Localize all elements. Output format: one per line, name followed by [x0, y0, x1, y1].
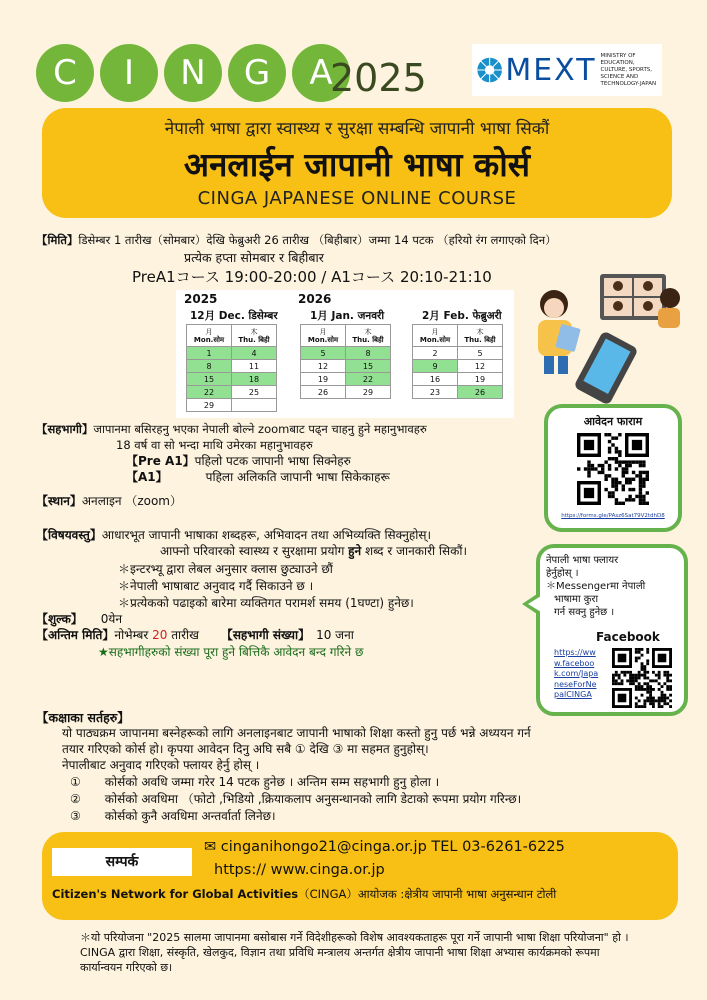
calendar-year-2026: 2026 [298, 292, 332, 306]
cinga-logo [36, 44, 350, 102]
calendar-class-day: 9 [413, 360, 458, 373]
conditions-p1: यो पाठ्यक्रम जापानमा बस्नेहरूको लागि अनलाइनबाट जापानी भाषाको शिक्षा कस्तो हुनु पर्छ भन्ने अध्ययन गर्न [62, 726, 531, 740]
calendar-class-day: 4 [232, 347, 277, 360]
mext-logo [472, 44, 662, 96]
contact-email-tel[interactable]: ✉ cinganihongo21@cinga.or.jp TEL 03-6261-6225 [204, 839, 565, 855]
calendar-class-day: 26 [458, 386, 503, 399]
online-class-illustration [530, 268, 690, 408]
content-bullet-1: ＊इन्टरभ्यू द्वारा लेबल अनुसार क्लास छुट्याउने छौं [118, 562, 333, 576]
calendar-day: 29 [187, 399, 232, 412]
content-line-2: आफ्नो परिवारको स्वास्थ्य र सुरक्षामा प्रयोग हुने शब्द र जानकारी सिकौं। [160, 544, 468, 558]
condition-item-2: ② कोर्सको अवधिमा （फोटो ,भिडियो ,क्रियाकलाप अनुसन्धानको लागि डेटाको रूपमा प्रयोग गरिन्छ। [70, 792, 522, 806]
calendar-header-cell: 月 Mon.सोम [301, 325, 346, 347]
calendar-class-day: 15 [187, 373, 232, 386]
bubble-line-5: गर्न सक्नु हुनेछ । [554, 607, 615, 618]
participants-line-1: 【सहभागी】जापानमा बसिरहनु भएका नेपाली बोल्ने zoomबाट पढ्न चाहनु हुने महानुभावहरु [36, 422, 427, 436]
bubble-line-1: नेपाली भाषा फ्लायर [546, 555, 619, 566]
participants-a1: 【A1】 पहिला अलिकति जापानी भाषा सिकेकाहरू [126, 470, 390, 484]
contact-label: सम्पर्क [52, 848, 192, 876]
calendar-day: 19 [301, 373, 346, 386]
month-title-dec: 12月 Dec. डिसेम्बर [190, 310, 278, 322]
calendar-day: 23 [413, 386, 458, 399]
banner-english-title: CINGA JAPANESE ONLINE COURSE [197, 188, 517, 209]
contact-website[interactable]: https:// www.cinga.or.jp [214, 862, 385, 878]
year-label: 2025 [330, 56, 427, 100]
conditions-label: 【कक्षाका सर्तहरु】 [36, 710, 130, 725]
month-title-feb: 2月 Feb. फेब्रुअरी [422, 310, 502, 322]
participants-prea1: 【Pre A1】पहिलो पटक जापानी भाषा सिक्नेहरु [126, 454, 351, 468]
content-bullet-2: ＊नेपाली भाषाबाट अनुवाद गर्दै सिकाउने छ । [118, 579, 314, 593]
facebook-qr-code-icon[interactable] [612, 648, 672, 708]
place-line: 【स्थान】अनलाइन （zoom） [36, 494, 182, 508]
logo-letter-a: A [292, 44, 350, 102]
calendar-table [412, 324, 503, 399]
bubble-line-2: हेर्नुहोस् । [546, 568, 579, 579]
form-qr-code-icon[interactable] [577, 433, 649, 505]
calendar-table [300, 324, 391, 399]
calendar-class-day: 18 [232, 373, 277, 386]
calendar-header-cell: 木 Thu. बिही [232, 325, 277, 347]
month-table-jan [300, 324, 391, 399]
calendar-class-day: 22 [187, 386, 232, 399]
facebook-bubble [536, 544, 688, 716]
facebook-title: Facebook [596, 630, 660, 644]
content-line-1: 【विषयवस्तु】आधारभूत जापानी भाषाका शब्दहरू, अभिवादन तथा अभिव्यक्ति सिक्नुहोस्। [36, 528, 432, 542]
banner-title: अनलाईन जापानी भाषा कोर्स [183, 145, 531, 184]
calendar-header-cell: 木 Thu. बिही [346, 325, 391, 347]
fee-line: 【शुल्क】 0येन [36, 612, 123, 626]
times-line: PreA1コース 19:00-20:00 / A1コース 20:10-21:10 [132, 268, 492, 286]
calendar-day: 29 [346, 386, 391, 399]
calendar-day: 12 [301, 360, 346, 373]
calendar-day: 19 [458, 373, 503, 386]
calendar-class-day: 15 [346, 360, 391, 373]
logo-letter-n: N [164, 44, 222, 102]
calendar-day [232, 399, 277, 412]
logo-letter-g: G [228, 44, 286, 102]
form-title: आवेदन फाराम [583, 415, 643, 428]
conditions-p2: तयार गरिएको कोर्स हो। कृपया आवेदन दिनु अघि सबै ① देखि ③ मा सहमत हुनुहोस्। [62, 742, 429, 756]
calendar-day: 5 [458, 347, 503, 360]
calendar-day: 11 [232, 360, 277, 373]
content-bullet-3: ＊प्रत्येकको पढाइको बारेमा व्यक्तिगत परामर्श समय (1घण्टा) हुनेछ। [118, 596, 414, 610]
calendar-header-cell: 木 Thu. बिही [458, 325, 503, 347]
calendar-class-day: 8 [187, 360, 232, 373]
calendar-day: 25 [232, 386, 277, 399]
condition-item-3: ③ कोर्सको कुनै अवधिमा अन्तर्वार्ता लिनेछ। [70, 809, 276, 823]
calendar-day: 16 [413, 373, 458, 386]
application-form-card[interactable] [544, 404, 682, 532]
month-table-feb [412, 324, 503, 399]
calendar-header-cell: 月 Mon.सोम [413, 325, 458, 347]
conditions-p3: नेपालीबाट अनुवाद गरिएको फ्लायर हेर्नु होस् । [62, 758, 260, 772]
calendar-class-day: 8 [346, 347, 391, 360]
date-line: 【मिति】डिसेम्बर 1 तारीख（सोमबार）देखि फेब्रुअरी 26 तारीख （बिहीबार）जम्मा 14 पटक （हरियो रंग लगाएको दिन） [36, 233, 557, 247]
deadline-line: 【अन्तिम मिति】नोभेम्बर 20 तारीख 【सहभागी संख्या】 10 जना [36, 628, 354, 642]
calendar-table [186, 324, 277, 412]
calendar-class-day: 22 [346, 373, 391, 386]
calendar [176, 290, 514, 418]
logo-letter-c: C [36, 44, 94, 102]
facebook-link[interactable]: https://ww w.faceboo k.com/Japa neseForNe palCINGA [554, 648, 599, 699]
calendar-day: 26 [301, 386, 346, 399]
form-url-link[interactable]: https://forms.gle/PAsz6Sat79V2tdhD8 [561, 513, 665, 519]
calendar-year-2025: 2025 [184, 292, 218, 306]
month-table-dec [186, 324, 277, 412]
month-title-jan: 1月 Jan. जनवरी [310, 310, 385, 322]
calendar-class-day: 5 [301, 347, 346, 360]
calendar-class-day: 1 [187, 347, 232, 360]
calendar-header-cell: 月 Mon.सोम [187, 325, 232, 347]
logo-letter-i: I [100, 44, 158, 102]
weekly-line: प्रत्येक हप्ता सोमबार र बिहीबार [184, 250, 324, 265]
deadline-note: ★सहभागीहरुको संख्या पूरा हुने बित्तिकै आवेदन बन्द गरिने छ [98, 645, 364, 659]
bubble-line-4: भाषामा कुरा [554, 594, 599, 605]
title-banner [42, 108, 672, 218]
participants-line-2: 18 वर्ष वा सो भन्दा माथि उमेरका महानुभावहरु [116, 438, 313, 452]
mext-emblem-icon [476, 50, 503, 90]
condition-item-1: ① कोर्सको अवधि जम्मा गरेर 14 पटक हुनेछ । अन्तिम सम्म सहभागी हुनु होला । [70, 775, 440, 789]
calendar-day: 2 [413, 347, 458, 360]
mext-subtitle: MINISTRY OF EDUCATION, CULTURE, SPORTS, SCIENCE AND TECHNOLOGY-JAPAN [600, 52, 657, 87]
footnote: ＊यो परियोजना "2025 सालमा जापानमा बसोबास गर्ने विदेशीहरूको विशेष आवश्यकताहरू पूरा गर्ने जापानी भाषा शिक्षा परियोजना" हो । CINGA द्वारा शिक्षा, संस्कृति, खेलकुद, विज्ञान तथा प्रविधि मन्त्रालय अन्तर्गत क्षेत्रीय जापानी भाषा शिक्षा अभ्यास कार्यक्रमको रूपमा कार्यान्वयन गरिएको छ। [80, 931, 629, 974]
calendar-day: 12 [458, 360, 503, 373]
mext-word: MEXT [505, 52, 597, 88]
banner-subtitle: नेपाली भाषा द्वारा स्वास्थ्य र सुरक्षा सम्बन्धि जापानी भाषा सिकौं [164, 119, 550, 139]
bubble-line-3: ＊Messengerमा नेपाली [546, 581, 646, 592]
contact-organizer: Citizen's Network for Global Activities（CINGA）आयोजक :क्षेत्रीय जापानी भाषा अनुसन्धान टोली [52, 887, 557, 901]
